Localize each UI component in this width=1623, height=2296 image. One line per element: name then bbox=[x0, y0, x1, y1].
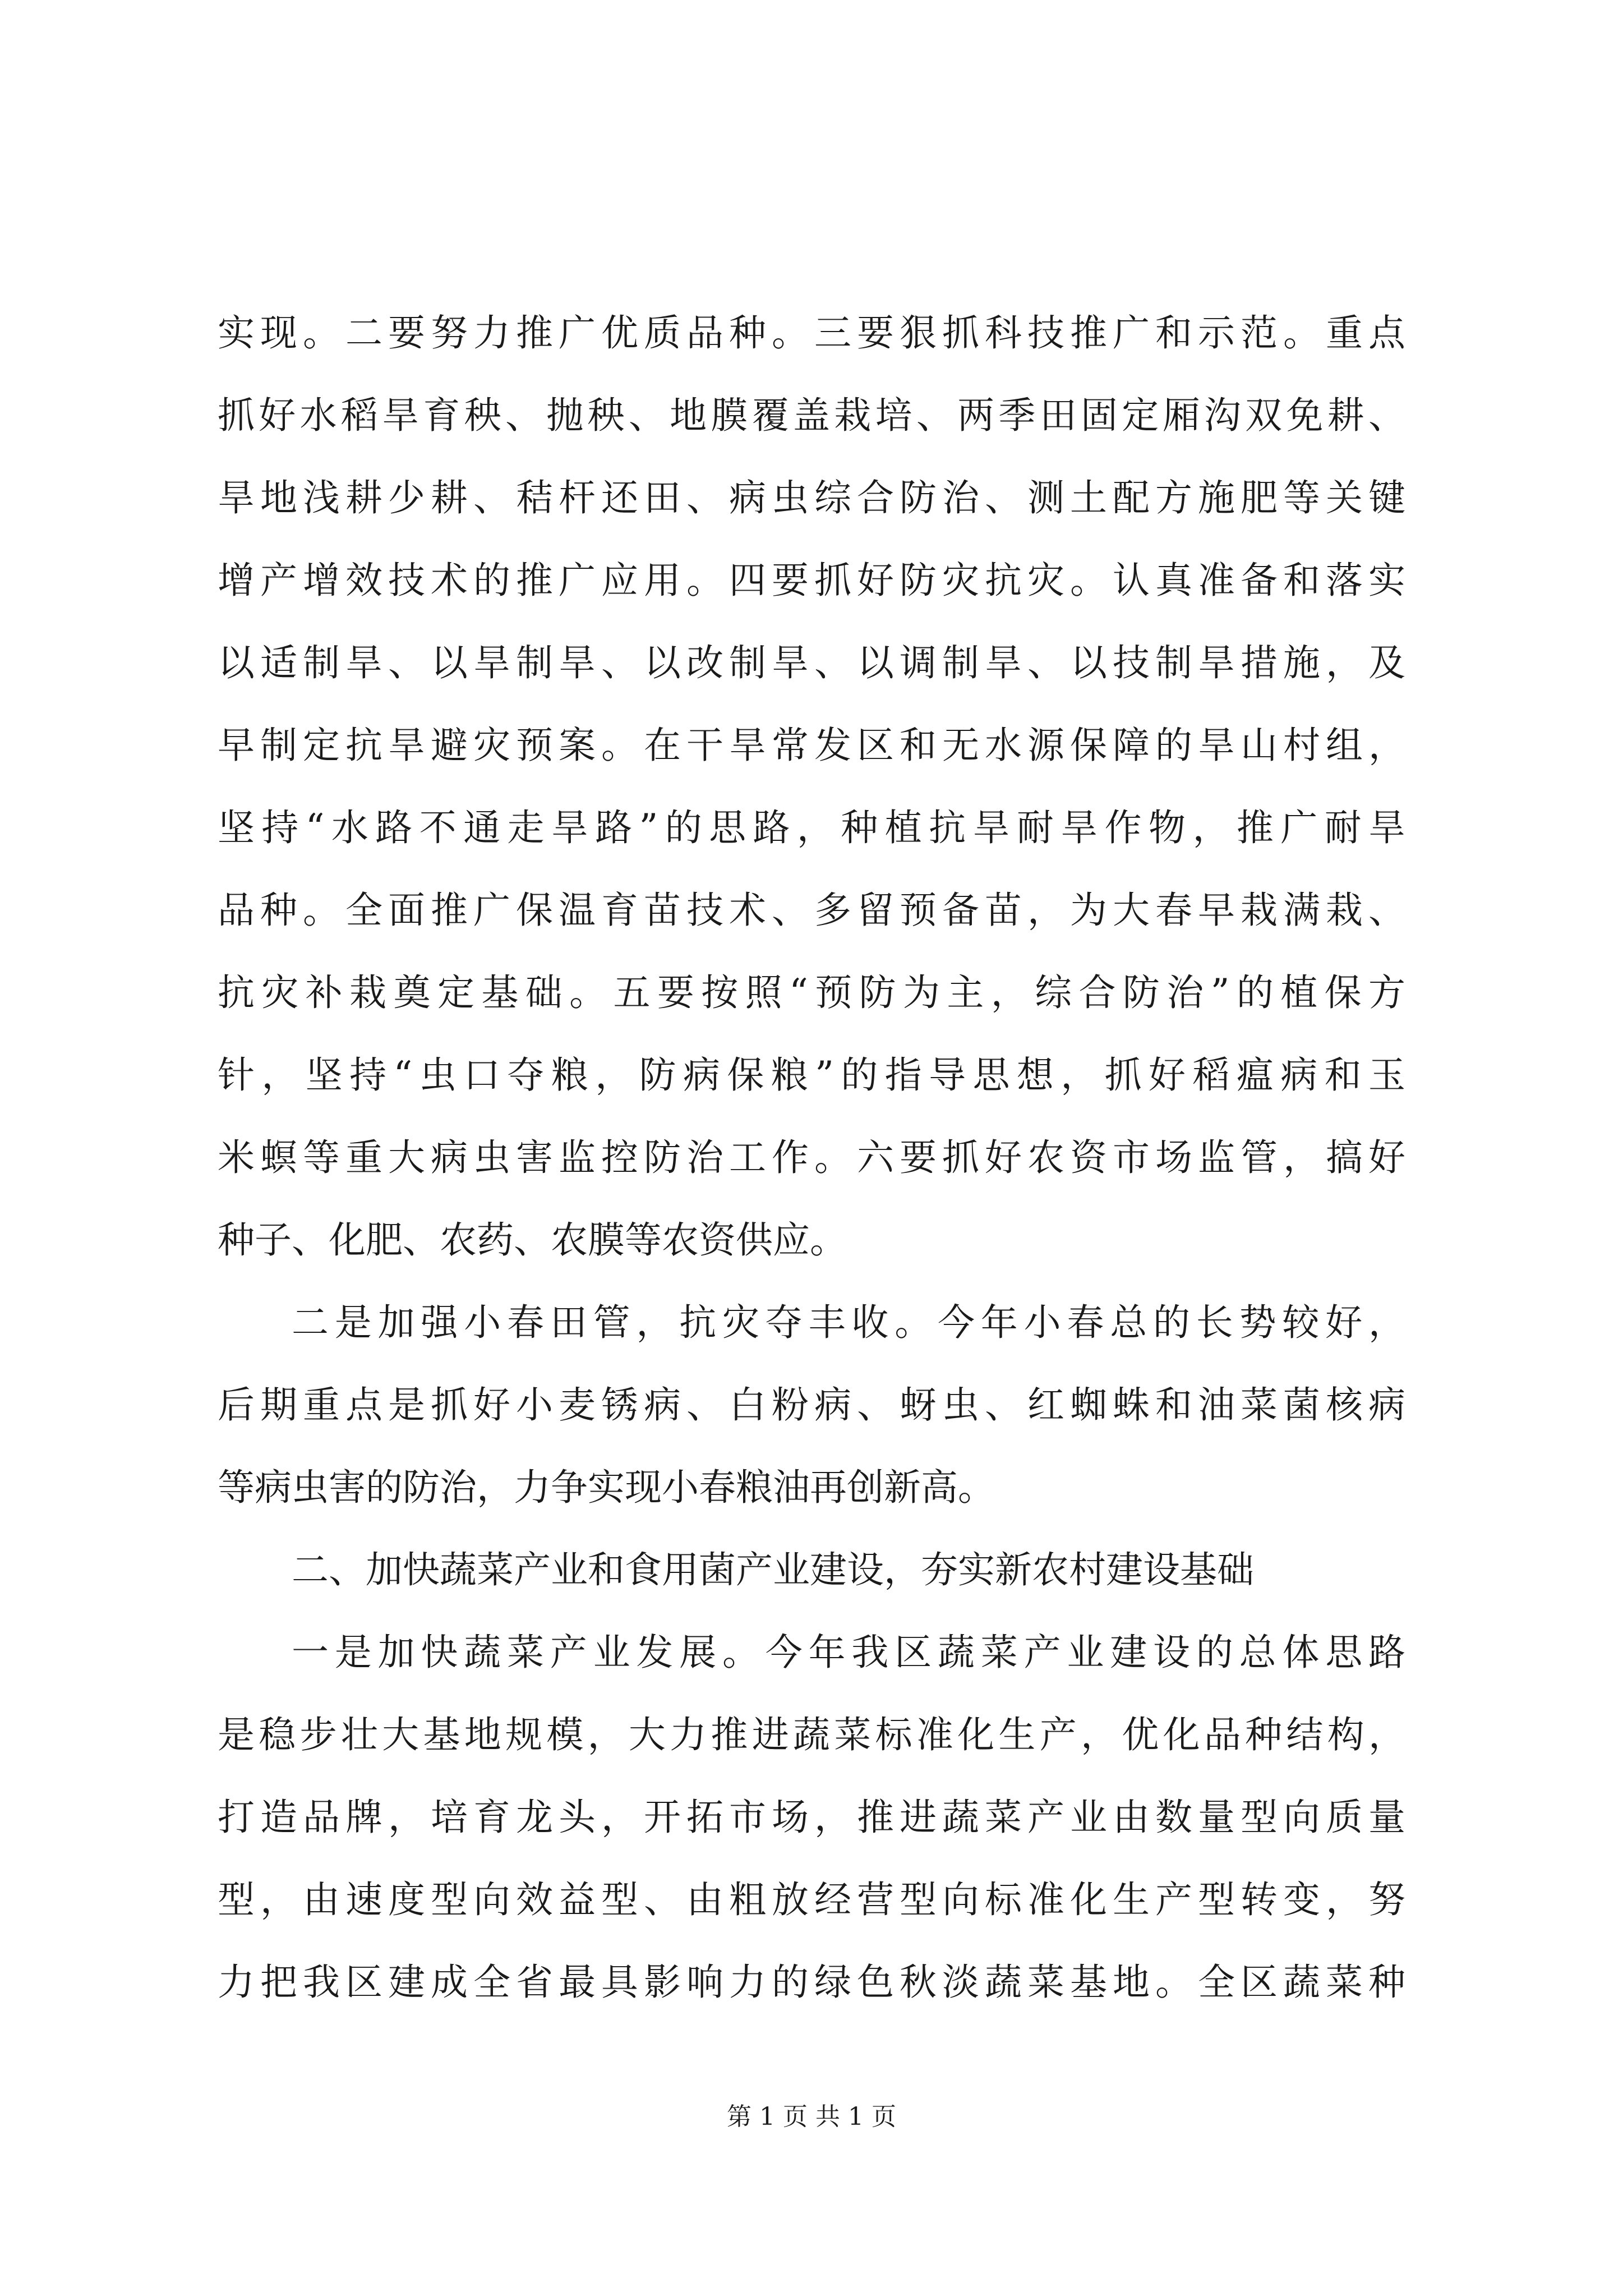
text-line: 旱地浅耕少耕、秸杆还田、病虫综合防治、测土配方施肥等关键 bbox=[218, 476, 1405, 519]
text-line: 增产增效技术的推广应用。四要抓好防灾抗灾。认真准备和落实 bbox=[218, 559, 1405, 602]
text-line: 力把我区建成全省最具影响力的绿色秋淡蔬菜基地。全区蔬菜种 bbox=[218, 1961, 1405, 2004]
text-line: 后期重点是抓好小麦锈病、白粉病、蚜虫、红蜘蛛和油菜菌核病 bbox=[218, 1383, 1405, 1427]
text-line: 型，由速度型向效益型、由粗放经营型向标准化生产型转变，努 bbox=[218, 1878, 1405, 1921]
page-number-footer: 第 1 页 共 1 页 bbox=[727, 2102, 896, 2131]
text-line: 品种。全面推广保温育苗技术、多留预备苗，为大春早栽满栽、 bbox=[218, 889, 1405, 932]
paragraph-end-line: 种子、化肥、农药、农膜等农资供应。 bbox=[218, 1218, 847, 1262]
text-line: 是稳步壮大基地规模，大力推进蔬菜标准化生产，优化品种结构， bbox=[218, 1713, 1405, 1756]
text-line: 以适制旱、以旱制旱、以改制旱、以调制旱、以技制旱措施，及 bbox=[218, 641, 1405, 684]
paragraph-first-line: 一是加快蔬菜产业发展。今年我区蔬菜产业建设的总体思路 bbox=[292, 1631, 1405, 1674]
document-body bbox=[218, 292, 1405, 2023]
text-line: 坚持“水路不通走旱路”的思路，种植抗旱耐旱作物，推广耐旱 bbox=[218, 806, 1405, 849]
text-line: 抗灾补栽奠定基础。五要按照“预防为主，综合防治”的植保方 bbox=[218, 971, 1405, 1014]
text-line: 实现。二要努力推广优质品种。三要狠抓科技推广和示范。重点 bbox=[218, 311, 1405, 355]
text-line: 针，坚持“虫口夺粮，防病保粮”的指导思想，抓好稻瘟病和玉 bbox=[218, 1053, 1405, 1097]
section-heading: 二、加快蔬菜产业和食用菌产业建设，夯实新农村建设基础 bbox=[292, 1548, 1254, 1591]
text-line: 米螟等重大病虫害监控防治工作。六要抓好农资市场监管，搞好 bbox=[218, 1136, 1405, 1179]
paragraph-first-line: 二是加强小春田管，抗灾夺丰收。今年小春总的长势较好， bbox=[292, 1301, 1405, 1344]
text-line: 打造品牌，培育龙头，开拓市场，推进蔬菜产业由数量型向质量 bbox=[218, 1796, 1405, 1839]
text-line: 早制定抗旱避灾预案。在干旱常发区和无水源保障的旱山村组， bbox=[218, 724, 1405, 767]
paragraph-end-line: 等病虫害的防治，力争实现小春粮油再创新高。 bbox=[218, 1466, 995, 1509]
text-line: 抓好水稻旱育秧、抛秧、地膜覆盖栽培、两季田固定厢沟双免耕、 bbox=[218, 394, 1405, 437]
